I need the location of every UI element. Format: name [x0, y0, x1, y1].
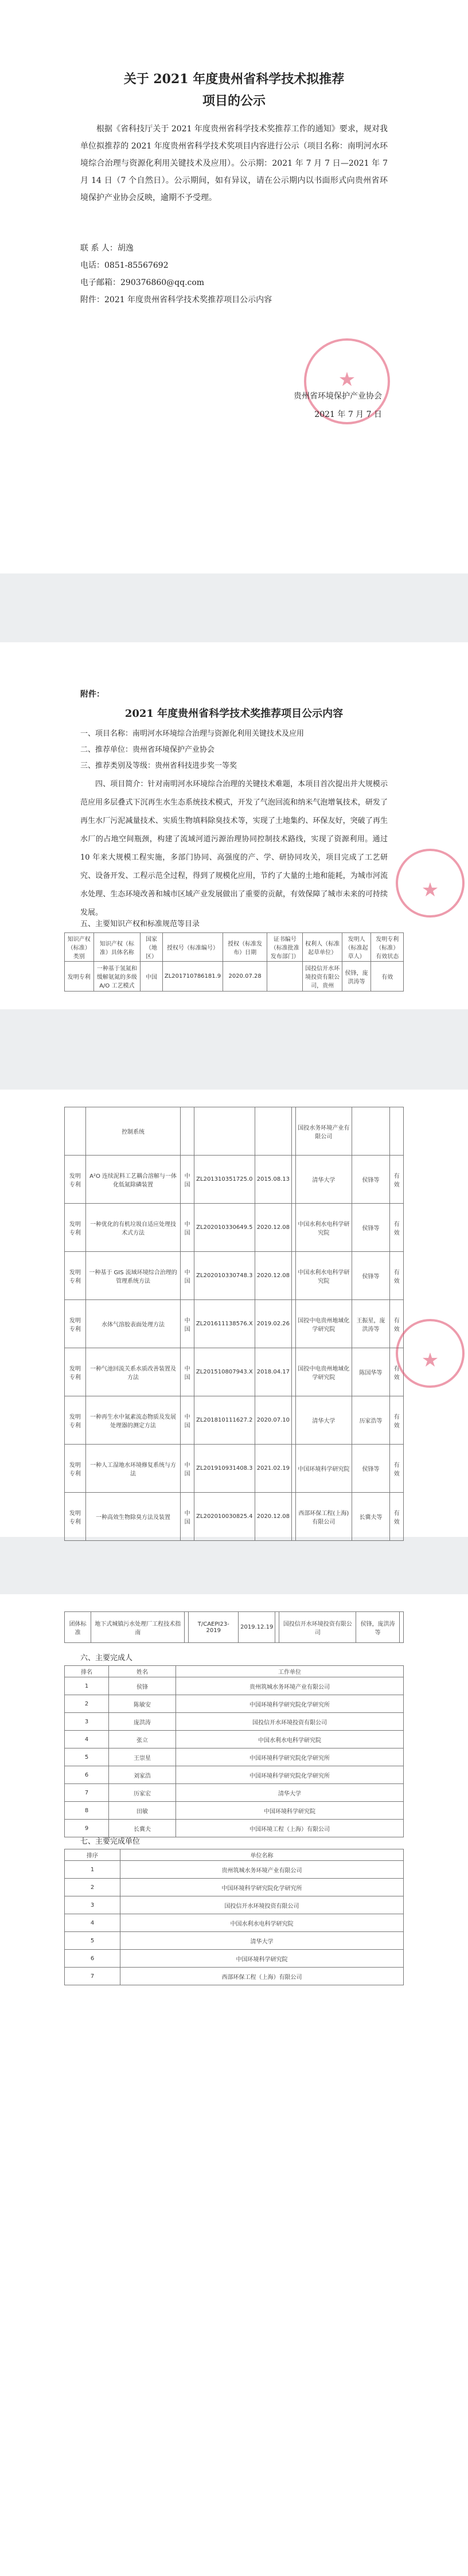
award-category: 三、推荐类别及等级：贵州省科技进步奖一等奖 [80, 762, 237, 770]
ip-header: 授权（标准发布）日期 [223, 933, 267, 962]
contact: 联 系 人：胡逸 [80, 244, 134, 253]
table-row: 7 西部环保工程（上海）有限公司 [65, 1968, 404, 1985]
table-row: 9 长冀夫 中国环境工程（上海）有限公司 [65, 1820, 404, 1837]
section-main-contributors: 六、主要完成人 [80, 1654, 133, 1662]
table-row: 发明专利 一种基于氢氮和缓解氨氮的多级 A/O 工艺模式 中国 ZL201710786181.9 2020.07.28 国投信开水环境投资有限公司，贵州 侯锋，庞洪涛等 有效 [65, 962, 404, 992]
table-row: 2 陈敏安 中国环境科学研究院化学研究所 [65, 1695, 404, 1713]
table-row: 发明专利 一种基于 GIS 流域环境综合治理的管理系统方法 中国 ZL202010330748.3 2020.12.08 中国水利水电科学研究院 侯锋等 有效 [65, 1252, 404, 1300]
ip-section-title: 五、主要知识产权和标准规范等目录 [80, 920, 200, 928]
appendix-page [0, 642, 468, 1009]
table-row: 4 中国水利水电科学研究院 [65, 1914, 404, 1932]
ip-header: 授权号（标准编号） [162, 933, 223, 962]
table-row: 发明专利 一种气池回流关系水质改善装置及方法 中国 ZL201510807943.X 2018.04.17 国投中电贵州地域化学研究院 陈国华等 有效 [65, 1348, 404, 1396]
table-row: 发明专利 一种再生水中氮素流态物质及发展处理器的测定方法 中国 ZL201810111627.2 2020.07.10 清华大学 历家浩等 有效 [65, 1396, 404, 1445]
table-row: 1 贵州筑城水务环境产业有限公司 [65, 1861, 404, 1879]
ip-header: 证书编号（标准批准发布部门） [267, 933, 303, 962]
phone: 电话：0851-85567692 [80, 261, 169, 270]
ip-header: 发明专利（标准）有效状态 [371, 933, 404, 962]
ip-table-page [0, 1090, 468, 1537]
ip-header: 知识产权（标准）类别 [65, 933, 94, 962]
notice-title-line1: 关于 2021 年度贵州省科学技术拟推荐 [123, 72, 345, 87]
appendix-title: 2021 年度贵州省科学技术奖推荐项目公示内容 [124, 708, 344, 720]
table-row: 发明专利 A²O 连续泥料工艺耦合溶解与一体化低氮除磷装置 中国 ZL201310351725.0 2015.08.13 清华大学 侯锋等 有效 [65, 1156, 404, 1204]
ip-header: 权利人（标准起草单位） [303, 933, 342, 962]
section-main-units: 七、主要完成单位 [80, 1837, 141, 1846]
table-row: 4 张立 中国水利水电科学研究院 [65, 1731, 404, 1748]
table-row: 7 历家宏 清华大学 [65, 1784, 404, 1802]
ip-table-continued [64, 1107, 404, 1541]
table-row: 6 中国环境科学研究院 [65, 1950, 404, 1968]
table-row: 发明专利 水体气溶胶表面处理方法 中国 ZL201611138576.X 2019.02.26 国投中电贵州地域化学研究院 王振星，庞洪涛等 有效 [65, 1300, 404, 1348]
notice-title-line2: 项目的公示 [202, 93, 266, 108]
notice-body: 根据《省科技厅关于 2021 年度贵州省科学技术奖推荐工作的通知》要求，规对我单位拟推荐的 2021 年度贵州省科学技术奖项目内容进行公示（项目名称：南明河水环境综合治理与资源化利用关键技术及应用）。公示期：2021 年 7 月 7 日—2021 年 7 月 14 日（7 个自然日）。公示期间，如有异议，请在公示期内以书面形式向贵州省环境保护产业协会反映，逾期不予受理。 [80, 124, 388, 202]
table-row: 2 中国环境科学研究院化学研究所 [65, 1879, 404, 1896]
ip-header: 发明人（标准起草人） [342, 933, 371, 962]
table-row: 8 田敏 中国环境科学研究院 [65, 1802, 404, 1820]
issue-date: 2021 年 7 月 7 日 [314, 410, 382, 419]
notice-page [0, 0, 468, 573]
official-seal [396, 1319, 465, 1388]
ip-header: 国家（地区） [141, 933, 163, 962]
email[interactable]: 电子邮箱：290376860@qq.com [80, 278, 205, 287]
attachment-note: 附件：2021 年度贵州省科学技术奖推荐项目公示内容 [80, 295, 272, 305]
table-row: 团体标准 地下式城镇污水处理厂工程技术指南 T/CAEPI23-2019 2019.12.19 国投信开水环境投资有限公司 侯锋，庞洪涛等 [65, 1612, 404, 1643]
table-row: 控制系统 国投水务环境产业有限公司 [65, 1107, 404, 1156]
table-row: 3 国投信开水环境投资有限公司 [65, 1896, 404, 1914]
official-seal [396, 849, 465, 918]
table-row: 6 刘家浩 中国环境科学研究院化学研究所 [65, 1766, 404, 1784]
table-row: 5 清华大学 [65, 1932, 404, 1950]
table-row: 发明专利 一种人工湿地水环境修复系统与方法 中国 ZL201910931408.3 2021.02.19 中国环境科学研究院 侯锋等 有效 [65, 1445, 404, 1493]
ip-header: 知识产权（标准）具体名称 [93, 933, 140, 962]
units-table: 排序 单位名称 1 贵州筑城水务环境产业有限公司 2 中国环境科学研究院化学研究所 3 国投信开水环境投资有限公司 4 中国水利水电科学研究院 5 清华大学 6 中国环境科学研究院 7 西部环保工程（上海）有限公司 [64, 1849, 404, 1985]
standard-table [64, 1611, 404, 1643]
project-intro: 四、项目简介：针对南明河水环境综合治理的关键技术难题，本项目首次提出并大规模示范应用多层叠式下沉再生水生态系统技术模式，开发了气泡回流和纳米气泡增氧技术，研发了再生水厂污泥减量技术、实质生物填料除臭技术等，实现了土地集约、环保友好，突破了再生水厂的占地空间瓶颈，构建了流域河道污源治理协同控制技术路线，实现了资源利用。通过 10 年来大规模工程实施，多部门协同、高强度的产、学、研协同攻关，项目完成了工艺研究、设备开发、工程示范全过程，得到了规模化应用，节约了大量的土地和能耗，为城市河流水处理、生态环境改善和城市区域产业发展做出了重要的贡献，有效保障了城市未来的可持续发展。 [80, 780, 388, 917]
recommender: 二、推荐单位：贵州省环境保护产业协会 [80, 746, 215, 754]
table-row: 发明专利 一种优化的有机垃圾自适应处理技术式方法 中国 ZL202010330649.5 2020.12.08 中国水利水电科学研究院 侯锋等 有效 [65, 1204, 404, 1252]
table-row: 发明专利 一种高效生物除臭方法及装置 中国 ZL202010030825.4 2020.12.08 西部环保工程(上海)有限公司 长冀夫等 有效 [65, 1493, 404, 1541]
appendix-label: 附件： [80, 690, 104, 699]
issuing-org: 贵州省环境保护产业协会 [294, 392, 382, 401]
table-row: 3 庞洪涛 国投信开水环境投资有限公司 [65, 1713, 404, 1731]
project-name: 一、项目名称：南明河水环境综合治理与资源化利用关键技术及应用 [80, 729, 305, 738]
ip-table [64, 932, 404, 992]
table-row: 5 王崇星 中国环境科学研究院化学研究所 [65, 1748, 404, 1766]
table-row: 1 侯锋 贵州筑城水务环境产业有限公司 [65, 1677, 404, 1695]
people-table: 排名 姓名 工作单位 1 侯锋 贵州筑城水务环境产业有限公司 2 陈敏安 中国环境科学研究院化学研究所 3 庞洪涛 国投信开水环境投资有限公司 4 张立 中国水利水电科学研究院 5 王崇星 中国环境科学研究院化学研究所 6 刘家浩 中国环境科学研究院化学研究所 7 历家宏 清华大学 8 田敏 中国环境科学研究院 9 长冀夫 中国环境工程（上海）有限公司 [64, 1665, 404, 1837]
contributors-page [0, 1594, 468, 2576]
